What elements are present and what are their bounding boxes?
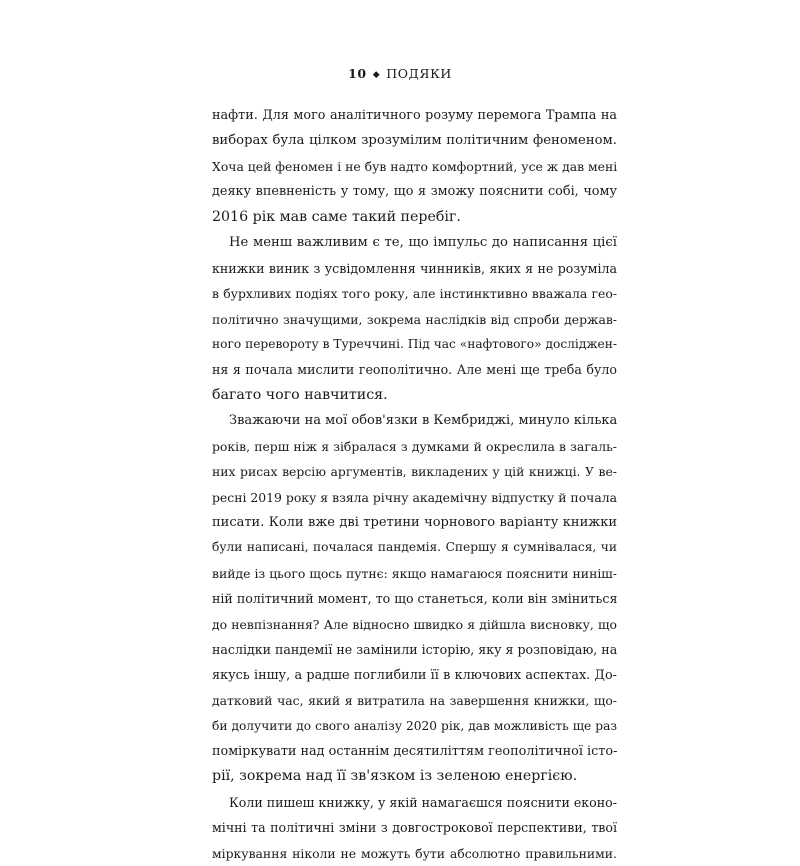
text-line: до невпізнання? Але відносно швидко я дійшла висновку, що (212, 616, 617, 632)
page-number: 10 (348, 66, 367, 81)
text-line: ресні 2019 року я взяла річну академічну відпустку й почала (212, 489, 617, 505)
text-line: писати. Коли вже дві третини чорнового варіанту книжки (212, 515, 617, 530)
text-line: ня я почала мислити геополітично. Але мені ще треба було (212, 362, 617, 378)
body-text (212, 103, 617, 866)
text-line: них рисах версію аргументів, викладених у цій книжці. У ве- (212, 464, 617, 480)
text-line: були написані, почалася пандемія. Спершу я сумнівалася, чи (212, 540, 617, 555)
text-line: Коли пишеш книжку, у якій намагаєшся пояснити еконо- (229, 794, 617, 810)
text-line: якусь іншу, а радше поглибили її в ключових аспектах. До- (212, 667, 617, 683)
text-line: книжки виник з усвідомлення чинників, яких я не розуміла (212, 260, 617, 276)
paragraph (212, 230, 617, 408)
text-line: міркування ніколи не можуть бути абсолютно правильними. (212, 845, 617, 861)
text-line: ного перевороту в Туреччині. Під час «нафтового» досліджен- (212, 336, 617, 351)
running-head (0, 66, 800, 83)
text-line: в бурхливих подіях того року, але інстинктивно вважала гео- (212, 286, 617, 302)
paragraph (212, 103, 617, 230)
section-title: ПОДЯКИ (386, 66, 452, 81)
text-line: датковий час, який я витратила на завершення книжки, що- (212, 693, 617, 709)
paragraph (212, 790, 617, 866)
text-line: Хоча цей феномен і не був надто комфортний, усе ж дав мені (212, 158, 618, 174)
text-line: ній політичний момент, то що станеться, коли він зміниться (212, 591, 618, 607)
text-line: Зважаючи на мої обов'язки в Кембриджі, минуло кілька (229, 413, 618, 429)
text-line: вийде із цього щось путнє: якщо намагаюся пояснити ниніш- (212, 565, 617, 581)
paragraph (212, 408, 617, 790)
text-line: Не менш важливим є те, що імпульс до написання цієї (229, 235, 617, 251)
text-line: наслідки пандемії не замінили історію, яку я розповідаю, на (212, 642, 618, 658)
text-line: нафти. Для мого аналітичного розуму перемога Трампа на (212, 108, 617, 123)
text-line: політично значущими, зокрема наслідків від спроби держав- (212, 311, 617, 327)
text-line: би долучити до свого аналізу 2020 рік, дав можливість ще раз (212, 718, 617, 733)
text-line: багато чого навчитися. (212, 386, 388, 403)
text-line: рії, зокрема над її зв'язком із зеленою енергією. (212, 768, 578, 785)
text-line: поміркувати над останнім десятиліттям геополітичної істо- (212, 743, 618, 759)
text-line: 2016 рік мав саме такий перебіг. (212, 208, 461, 225)
text-line: виборах була цілком зрозумілим політичним феноменом. (212, 133, 617, 149)
text-line: мічні та політичні зміни з довгострокової перспективи, твої (212, 820, 617, 836)
text-line: деяку впевненість у тому, що я зможу пояснити собі, чому (212, 184, 617, 200)
text-line: років, перш ніж я зібралася з думками й окреслила в загаль- (212, 438, 617, 454)
diamond-separator-icon: ◆ (372, 70, 381, 80)
